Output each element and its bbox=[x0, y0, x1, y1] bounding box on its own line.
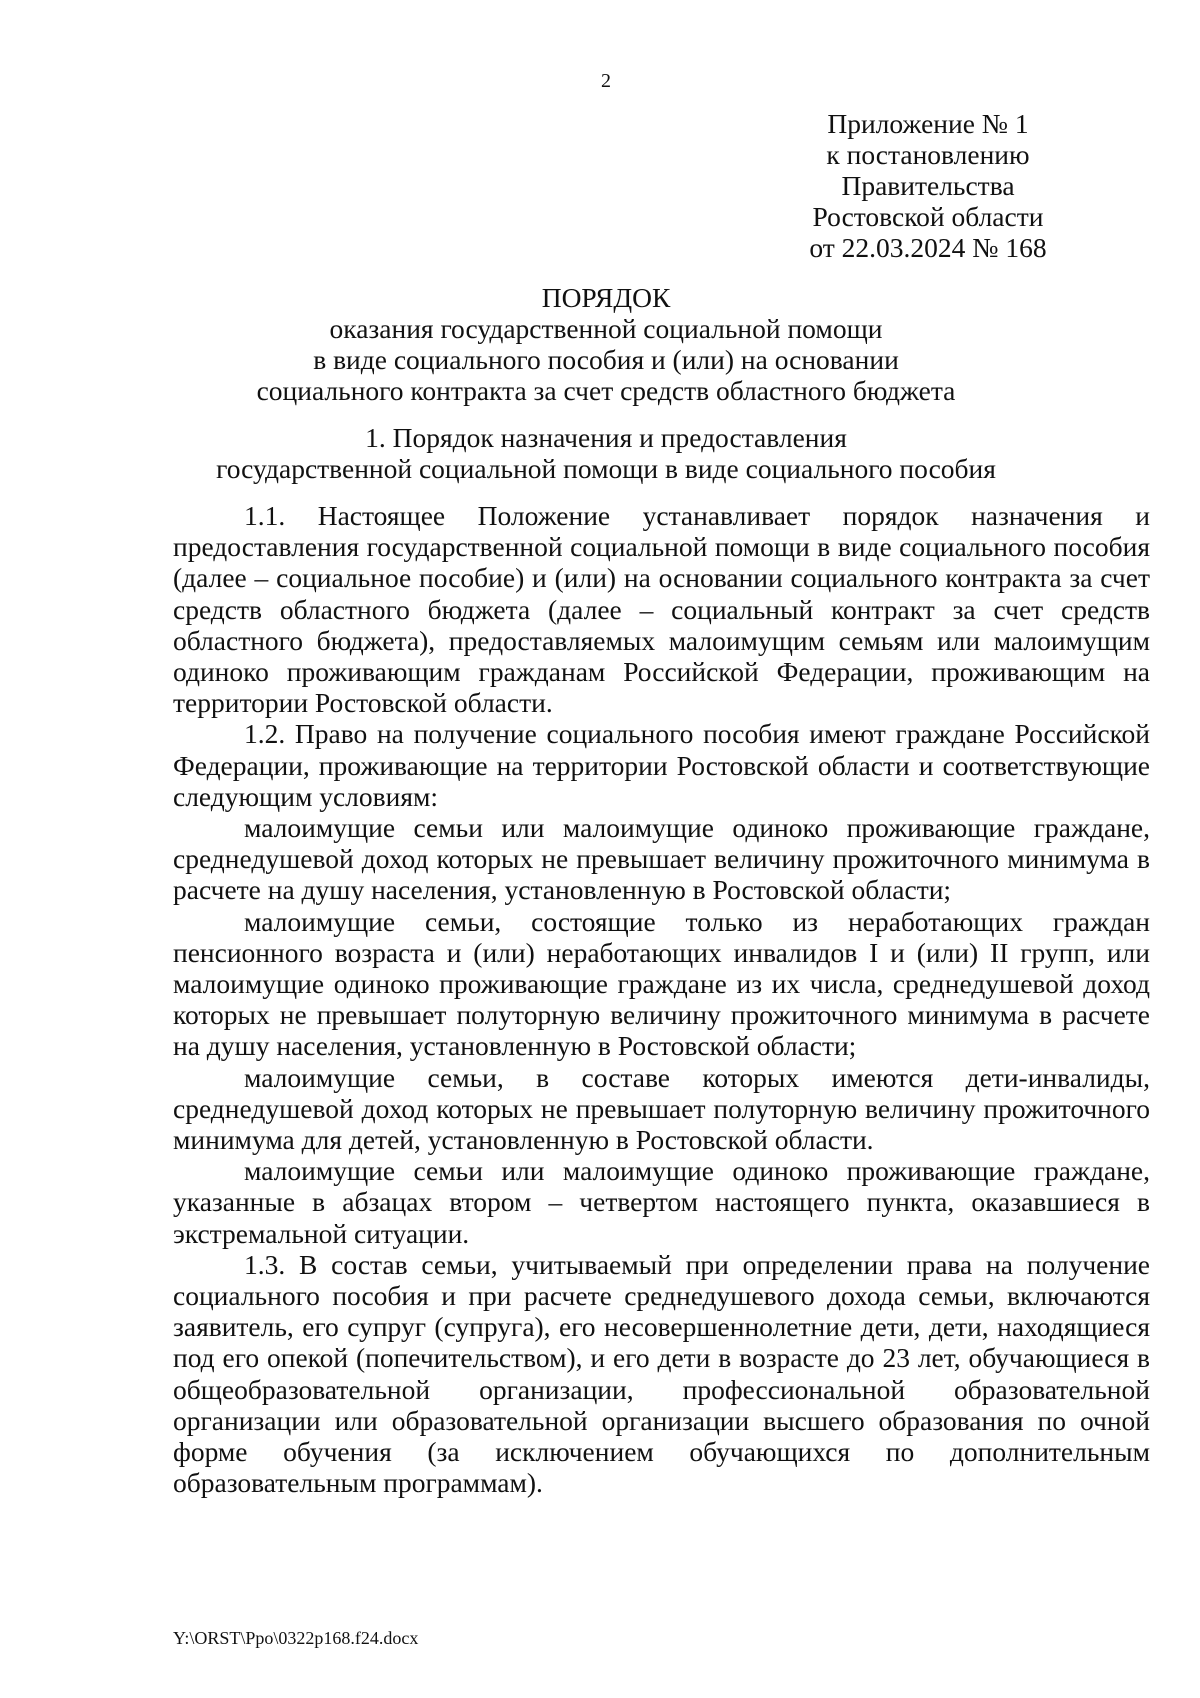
appendix-line: Приложение № 1 bbox=[827, 108, 1029, 139]
paragraph-1-2: 1.2. Право на получение социального пособия имеют граждане Российской Федерации, проживающие на территории Ростовской области и соответствующие следующим условиям: bbox=[173, 718, 1150, 812]
appendix-line: Правительства bbox=[841, 170, 1015, 201]
condition-paragraph: малоимущие семьи, в составе которых имеются дети-инвалиды, среднедушевой доход которых не превышает полуторную величину прожиточного минимума для детей, установленную в Ростовской области. bbox=[173, 1061, 1150, 1156]
title-heading: ПОРЯДОК bbox=[541, 282, 671, 313]
condition-paragraph: малоимущие семьи или малоимущие одиноко проживающие граждане, указанные в абзацах втором – четвертом настоящего пункта, оказавшиеся в экстремальной ситуации. bbox=[173, 1155, 1150, 1249]
title-line: в виде социального пособия и (или) на основании bbox=[313, 344, 899, 375]
section-heading bbox=[0, 422, 1200, 484]
condition-paragraph: малоимущие семьи или малоимущие одиноко проживающие граждане, среднедушевой доход которых не превышает величину прожиточного минимума в расчете на душу населения, установленную в Ростовской области; bbox=[173, 812, 1150, 906]
section-heading-line: государственной социальной помощи в виде социального пособия bbox=[216, 453, 996, 484]
page-number: 2 bbox=[601, 70, 611, 92]
condition-paragraph: малоимущие семьи, состоящие только из неработающих граждан пенсионного возраста и (или) неработающих инвалидов I и (или) II групп, или малоимущие одиноко проживающие граждане из их числа, среднедушевой доход которых не превышает полуторную величину прожиточного минимума в расчете на душу населения, установленную в Ростовской области; bbox=[173, 905, 1150, 1062]
paragraph-1-1: 1.1. Настоящее Положение устанавливает порядок назначения и предоставления государственной социальной помощи в виде социального пособия (далее – социальное пособие) и (или) на основании социального контракта за счет средств областного бюджета (далее – социальный контракт за счет средств областного бюджета), предоставляемых малоимущим семьям или малоимущим одиноко проживающим гражданам Российской Федерации, проживающим на территории Ростовской области. bbox=[173, 500, 1150, 719]
appendix-line: Ростовской области bbox=[812, 201, 1044, 232]
section-heading-line: 1. Порядок назначения и предоставления bbox=[365, 422, 847, 453]
paragraph-1-3: 1.3. В состав семьи, учитываемый при определении права на получение социального пособия и при расчете среднедушевого дохода семьи, включаются заявитель, его супруг (супруга), его несовершеннолетние дети, дети, находящиеся под его опекой (попечительством), и его дети в возрасте до 23 лет, обучающиеся в общеобразовательной организации, профессиональной образовательной организации или образовательной организации высшего образования по очной форме обучения (за исключением обучающихся по дополнительным образовательным программам). bbox=[173, 1248, 1150, 1499]
appendix-line: от 22.03.2024 № 168 bbox=[809, 232, 1047, 263]
appendix-header bbox=[760, 108, 1096, 263]
title-line: оказания государственной социальной помощи bbox=[329, 313, 883, 344]
footer-file-path: Y:\ORST\Ppo\0322p168.f24.docx bbox=[173, 1628, 419, 1648]
document-body bbox=[173, 500, 1150, 1499]
document-title bbox=[0, 282, 1200, 406]
title-line: социального контракта за счет средств областного бюджета bbox=[256, 375, 956, 406]
appendix-line: к постановлению bbox=[826, 139, 1030, 170]
